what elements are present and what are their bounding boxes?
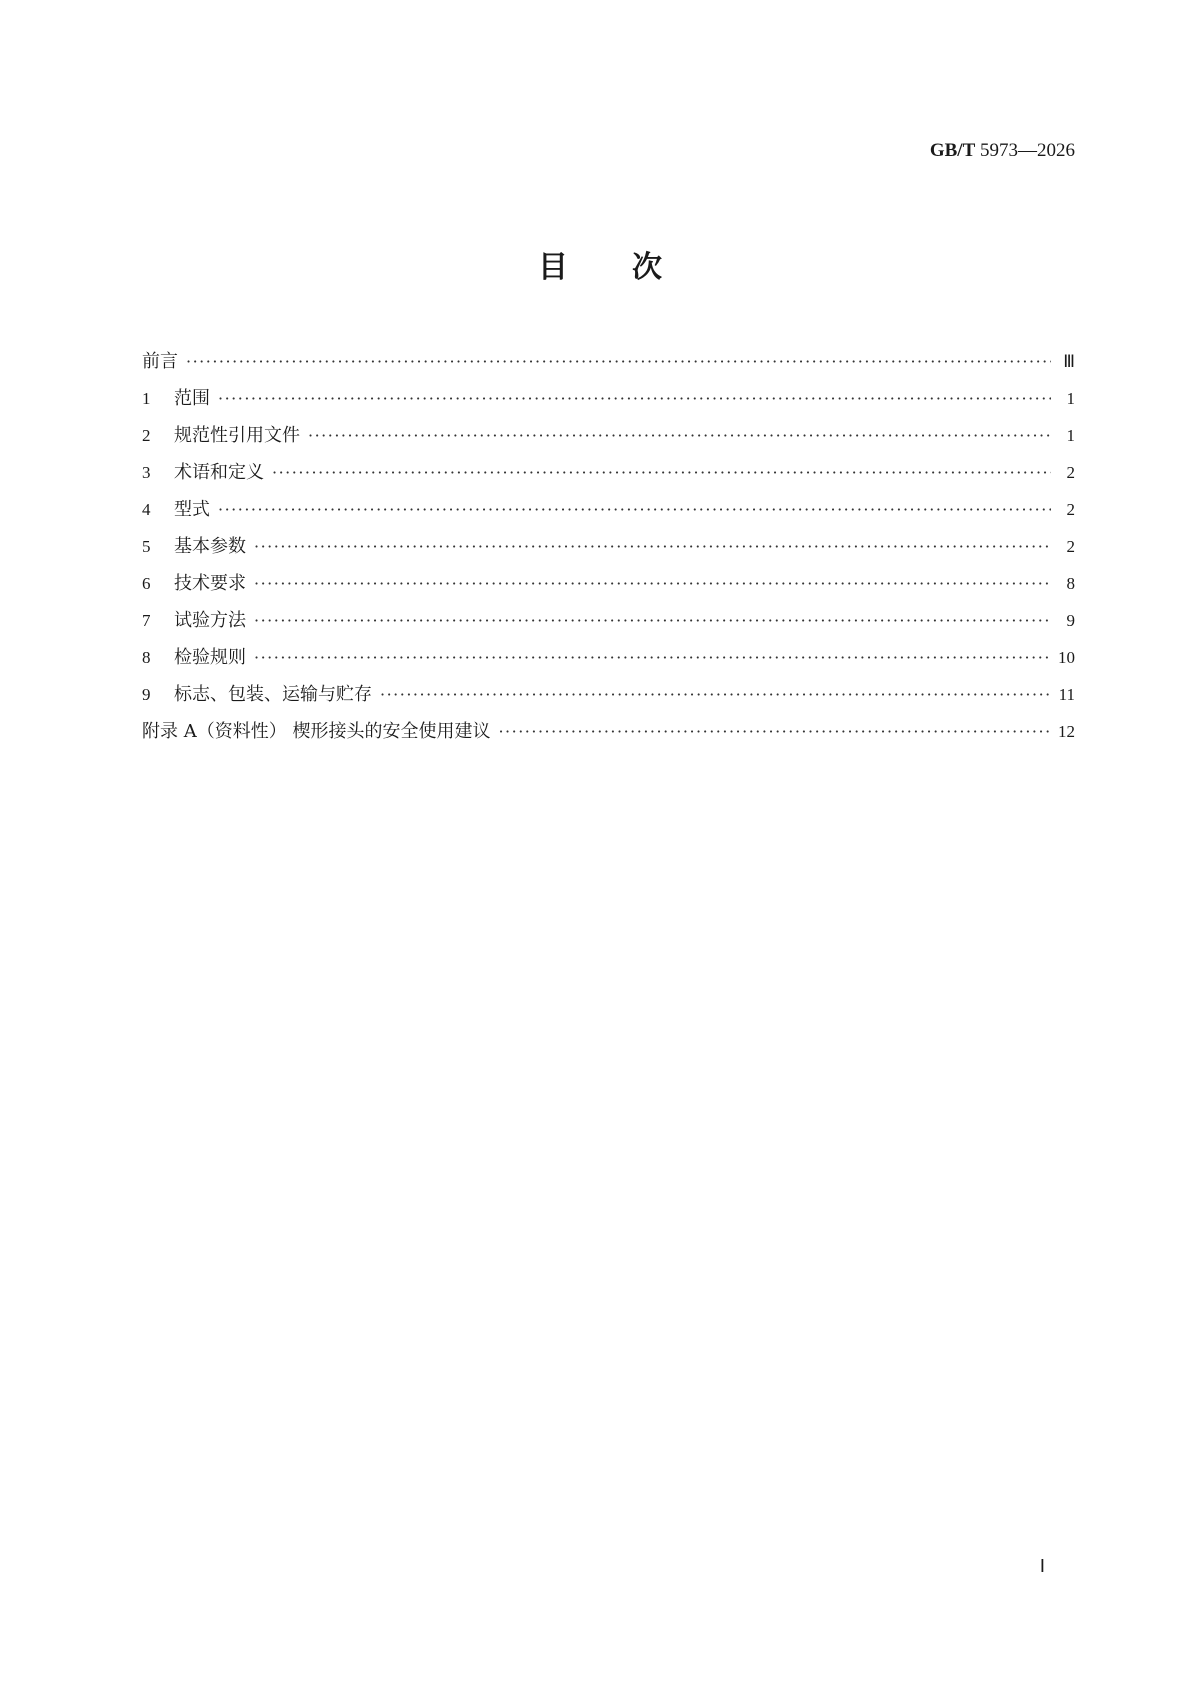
toc-entry-7[interactable]	[142, 602, 1075, 639]
toc-entry-title: 术语和定义	[174, 462, 264, 483]
toc-entry-appendix-a[interactable]	[142, 713, 1075, 750]
toc-entry-title: 前言	[142, 351, 178, 372]
toc-entry-foreword[interactable]	[142, 343, 1075, 380]
toc-entry-page: 9	[1066, 611, 1075, 630]
toc-entry-8[interactable]	[142, 639, 1075, 676]
toc-entry-6[interactable]	[142, 565, 1075, 602]
toc-entry-title: 基本参数	[174, 536, 246, 557]
toc-entry-9[interactable]	[142, 676, 1075, 713]
toc-entry-3[interactable]	[142, 454, 1075, 491]
toc-list	[142, 343, 1075, 750]
dot-leader	[498, 713, 1050, 750]
toc-entry-page: 2	[1066, 463, 1075, 482]
toc-entry-1[interactable]	[142, 380, 1075, 417]
toc-entry-title: 范围	[174, 388, 210, 409]
toc-entry-number: 1	[142, 389, 151, 408]
toc-heading-part2: 次	[632, 250, 662, 285]
toc-entry-title: 检验规则	[174, 647, 246, 668]
toc-entry-title: 附录 A（资料性） 楔形接头的安全使用建议	[142, 721, 491, 742]
toc-entry-number: 2	[142, 426, 151, 445]
toc-entry-page: 11	[1058, 685, 1075, 704]
dot-leader	[186, 343, 1051, 380]
toc-entry-title: 试验方法	[174, 610, 246, 631]
toc-entry-title: 型式	[174, 499, 210, 520]
toc-heading-part1: 目	[538, 250, 568, 285]
toc-entry-page: 12	[1058, 722, 1075, 741]
toc-entry-page: 2	[1066, 537, 1075, 556]
toc-entry-5[interactable]	[142, 528, 1075, 565]
toc-entry-number: 6	[142, 574, 151, 593]
standard-number: 5973—2026	[980, 140, 1075, 161]
toc-entry-number: 7	[142, 611, 151, 630]
toc-entry-title: 规范性引用文件	[174, 425, 300, 446]
toc-entry-page: 10	[1058, 648, 1075, 667]
toc-entry-page: 1	[1066, 426, 1075, 445]
toc-entry-number: 3	[142, 463, 151, 482]
toc-entry-number: 9	[142, 685, 151, 704]
toc-entry-number: 4	[142, 500, 151, 519]
dot-leader	[380, 676, 1051, 713]
toc-entry-number: 5	[142, 537, 151, 556]
toc-entry-page: Ⅲ	[1063, 352, 1075, 371]
dot-leader	[218, 380, 1051, 417]
toc-entry-number: 8	[142, 648, 151, 667]
dot-leader	[308, 417, 1051, 454]
dot-leader	[218, 491, 1051, 528]
toc-heading	[0, 242, 1200, 286]
toc-entry-page: 1	[1066, 389, 1075, 408]
dot-leader	[272, 454, 1051, 491]
toc-entry-title: 技术要求	[174, 573, 246, 594]
dot-leader	[254, 639, 1050, 676]
toc-entry-page: 2	[1066, 500, 1075, 519]
standard-prefix: GB/T	[929, 140, 976, 161]
dot-leader	[254, 528, 1051, 565]
standard-code	[930, 140, 1075, 162]
toc-entry-page: 8	[1066, 574, 1075, 593]
dot-leader	[254, 565, 1051, 602]
toc-entry-title: 标志、包装、运输与贮存	[174, 684, 372, 705]
toc-entry-2[interactable]	[142, 417, 1075, 454]
page-number: Ⅰ	[1039, 1556, 1045, 1576]
toc-entry-4[interactable]	[142, 491, 1075, 528]
dot-leader	[254, 602, 1051, 639]
